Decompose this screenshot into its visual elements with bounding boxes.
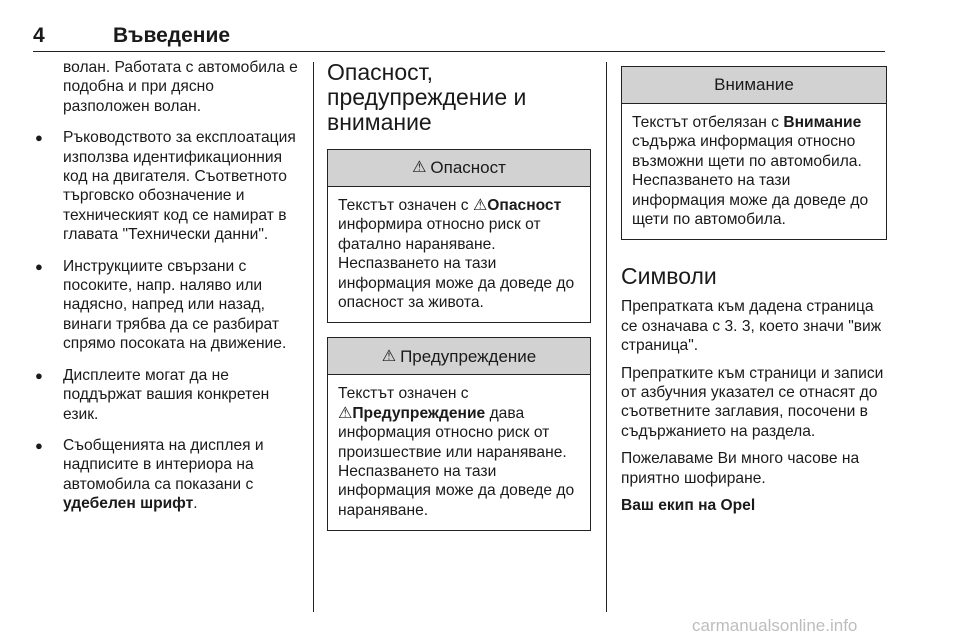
warning-triangle-icon: ⚠: [381, 347, 397, 365]
page-title: Въведение: [113, 24, 231, 47]
symbols-paragraph: Препратката към дадена страница се означава с 3. 3, което значи "виж страница".: [621, 298, 882, 355]
bullet-icon: ●: [35, 367, 43, 383]
bullet-icon: ●: [35, 258, 43, 274]
symbols-paragraph: Препратките към страници и записи от азбучния указател се отнасят до съответните заглавия, посочени в съдържанието на раздела.: [621, 364, 884, 440]
page-header: [0, 0, 960, 52]
column-right: [621, 58, 887, 516]
section-heading: Опасност, предупреждение и внимание: [327, 59, 527, 135]
signature: Ваш екип на Opel: [621, 497, 756, 515]
intro-paragraph: волан. Работата с автомобила е подобна и при дясно разположен волан.: [63, 59, 298, 115]
caution-box-text: Текстът отбелязан с Внимание съдържа информация относно възможни щети по автомобила. Неспазването на тази информация може да доведе до щети по автомобила.: [632, 114, 869, 229]
bullet-icon: ●: [35, 437, 43, 453]
bold-term: удебелен шрифт: [63, 495, 194, 513]
warning-triangle-icon: ⚠: [338, 404, 353, 422]
warning-box-text: Текстът означен с ⚠Предупреждение дава информация относно риск от произшествие или нараняване. Неспазването на тази информация може да доведе до нараняване.: [338, 385, 575, 519]
list-item: ● Съобщенията на дисплея и надписите в интериора на автомобила са показани с удебелен шрифт.: [35, 436, 264, 513]
symbols-heading: Символи: [621, 263, 717, 290]
page-number: 4: [33, 24, 45, 47]
list-item: ● Дисплеите могат да не поддържат вашия конкретен език.: [35, 366, 270, 423]
column-left: [33, 58, 301, 514]
column-divider: [606, 62, 607, 612]
list-item: ● Инструкциите свързани с посоките, напр. наляво или надясно, напред или назад, винаги трябва да се разбират спрямо посоката на движение.: [35, 257, 287, 353]
danger-box-text: Текстът означен с ⚠Опасност информира относно риск от фатално нараняване. Неспазването на тази информация може да доведе до опасност за живота.: [338, 197, 575, 312]
column-middle: [327, 58, 591, 545]
watermark: carmanualsonline.info: [692, 616, 858, 635]
caution-box: [621, 66, 887, 240]
page-reference-icon: 3.: [724, 317, 738, 335]
danger-box: [327, 149, 591, 323]
warning-box-header: [328, 338, 590, 375]
danger-box-title: Опасност: [430, 158, 506, 178]
caution-box-title: Внимание: [714, 75, 794, 95]
list-item: ● Ръководството за експлоатация използва идентификационния код на двигателя. Съответното търговско обозначение и техническият код се намират в главата "Технически данни".: [35, 129, 296, 244]
warning-triangle-icon: ⚠: [412, 159, 427, 177]
warning-box-title: Предупреждение: [400, 346, 537, 366]
warning-triangle-icon: ⚠: [472, 197, 488, 214]
danger-box-header: [328, 150, 590, 187]
header-rule: [33, 51, 885, 52]
bullet-icon: ●: [35, 130, 43, 146]
column-divider: [313, 62, 314, 612]
caution-box-header: [622, 67, 886, 104]
bullet-list: [33, 128, 301, 513]
closing-paragraph: Пожелаваме Ви много часове на приятно шофиране.: [621, 450, 860, 487]
warning-box: [327, 337, 591, 531]
